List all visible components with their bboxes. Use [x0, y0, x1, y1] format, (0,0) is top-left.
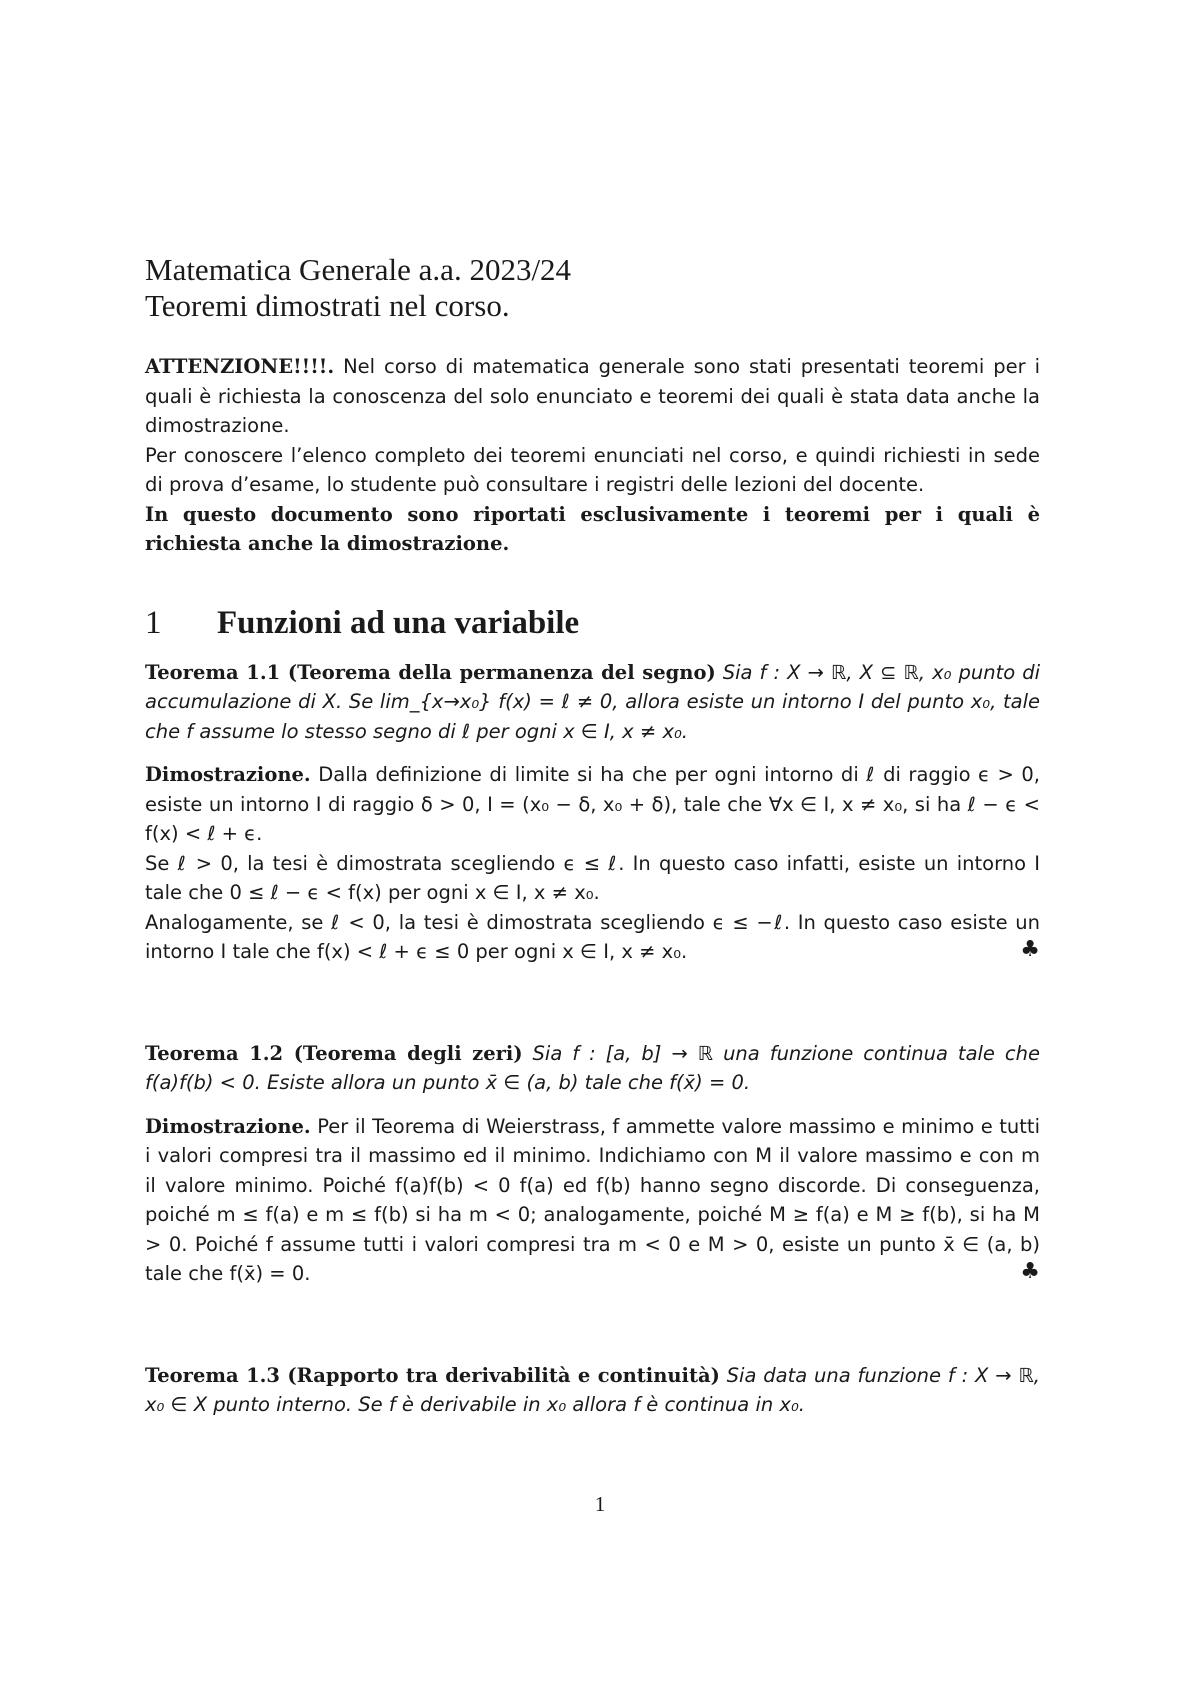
- title-line-2: Teoremi dimostrati nel corso.: [145, 288, 510, 323]
- attention-label: ATTENZIONE!!!!.: [145, 355, 335, 378]
- proof-1-2: [145, 1112, 1040, 1289]
- qed-icon: ♣: [1020, 937, 1040, 962]
- proof-label: Dimostrazione.: [145, 763, 311, 786]
- theorem-statement: Sia data una funzione f : X → ℝ, x₀ ∈ X punto interno. Se f è derivabile in x₀ allora f è continua in x₀.: [145, 1363, 1041, 1416]
- proof-text: Dalla definizione di limite si ha che per ogni intorno di ℓ di raggio ϵ > 0, esiste un intorno I di raggio δ > 0, I = (x₀ − δ, x₀ + δ), tale che ∀x ∈ I, x ≠ x₀, si ha ℓ − ϵ < f(x) < ℓ + ϵ.: [145, 763, 1040, 845]
- section-heading: [145, 605, 1040, 642]
- theorem-title: Teorema 1.3 (Rapporto tra derivabilità e continuità): [145, 1363, 720, 1387]
- theorem-statement: Sia f : [a, b] → ℝ una funzione continua tale che f(a)f(b) < 0. Esiste allora un punto x̄ ∈ (a, b) tale che f(x̄) = 0.: [145, 1041, 1040, 1094]
- theorem-title: Teorema 1.1 (Teorema della permanenza del segno): [145, 660, 716, 684]
- title-line-1: Matematica Generale a.a. 2023/24: [145, 252, 572, 287]
- qed-icon: ♣: [1020, 1259, 1040, 1284]
- proof-text-2: Se ℓ > 0, la tesi è dimostrata scegliendo ϵ ≤ ℓ. In questo caso infatti, esiste un intorno I tale che 0 ≤ ℓ − ϵ < f(x) per ogni x ∈ I, x ≠ x₀.: [145, 851, 1040, 904]
- proof-text-3: Analogamente, se ℓ < 0, la tesi è dimostrata scegliendo ϵ ≤ −ℓ. In questo caso esiste un intorno I tale che f(x) < ℓ + ϵ ≤ 0 per ogni x ∈ I, x ≠ x₀.: [145, 910, 1040, 963]
- theorem-1-1: [145, 658, 1040, 747]
- theorem-1-2: [145, 1039, 1040, 1098]
- intro-bold-note: In questo documento sono riportati esclusivamente i teoremi per i quali è richiesta anche la dimostrazione.: [145, 502, 1040, 555]
- theorem-1-3: [145, 1361, 1040, 1420]
- section-number: 1: [145, 604, 162, 641]
- proof-text: Per il Teorema di Weierstrass, f ammette valore massimo e minimo e tutti i valori compresi tra il massimo ed il minimo. Indichiamo con M il valore massimo e con m il valore minimo. Poiché f(a)f(b) < 0 f(a) ed f(b) hanno segno discorde. Di conseguenza, poiché m ≤ f(a) e m ≤ f(b) si ha m < 0; analogamente, poiché M ≥ f(a) e M ≥ f(b), si ha M > 0. Poiché f assume tutti i valori compresi tra m < 0 e M > 0, esiste un punto x̄ ∈ (a, b) tale che f(x̄) = 0.: [145, 1114, 1040, 1285]
- proof-label: Dimostrazione.: [145, 1114, 311, 1138]
- attention-text: Nel corso di matematica generale sono stati presentati teoremi per i quali è richiesta la conoscenza del solo enunciato e teoremi dei quali è stata data anche la dimostrazione.: [145, 355, 1040, 437]
- theorem-title: Teorema 1.2 (Teorema degli zeri): [145, 1041, 523, 1065]
- proof-1-1: [145, 760, 1040, 967]
- document-title: [145, 252, 1040, 324]
- intro-paragraph-2: Per conoscere l’elenco completo dei teoremi enunciati nel corso, e quindi richiesti in sede di prova d’esame, lo studente può consultare i registri delle lezioni del docente.: [145, 443, 1040, 496]
- theorem-statement: Sia f : X → ℝ, X ⊆ ℝ, x₀ punto di accumulazione di X. Se lim_{x→x₀} f(x) = ℓ ≠ 0, allora esiste un intorno I del punto x₀, tale che f assume lo stesso segno di ℓ per ogni x ∈ I, x ≠ x₀.: [145, 660, 1040, 743]
- page-number: 1: [594, 1492, 606, 1516]
- section-title: Funzioni ad una variabile: [217, 604, 580, 641]
- intro-block: [145, 352, 1040, 559]
- document-page: [145, 252, 1040, 1434]
- intro-paragraph-1: [145, 352, 1040, 441]
